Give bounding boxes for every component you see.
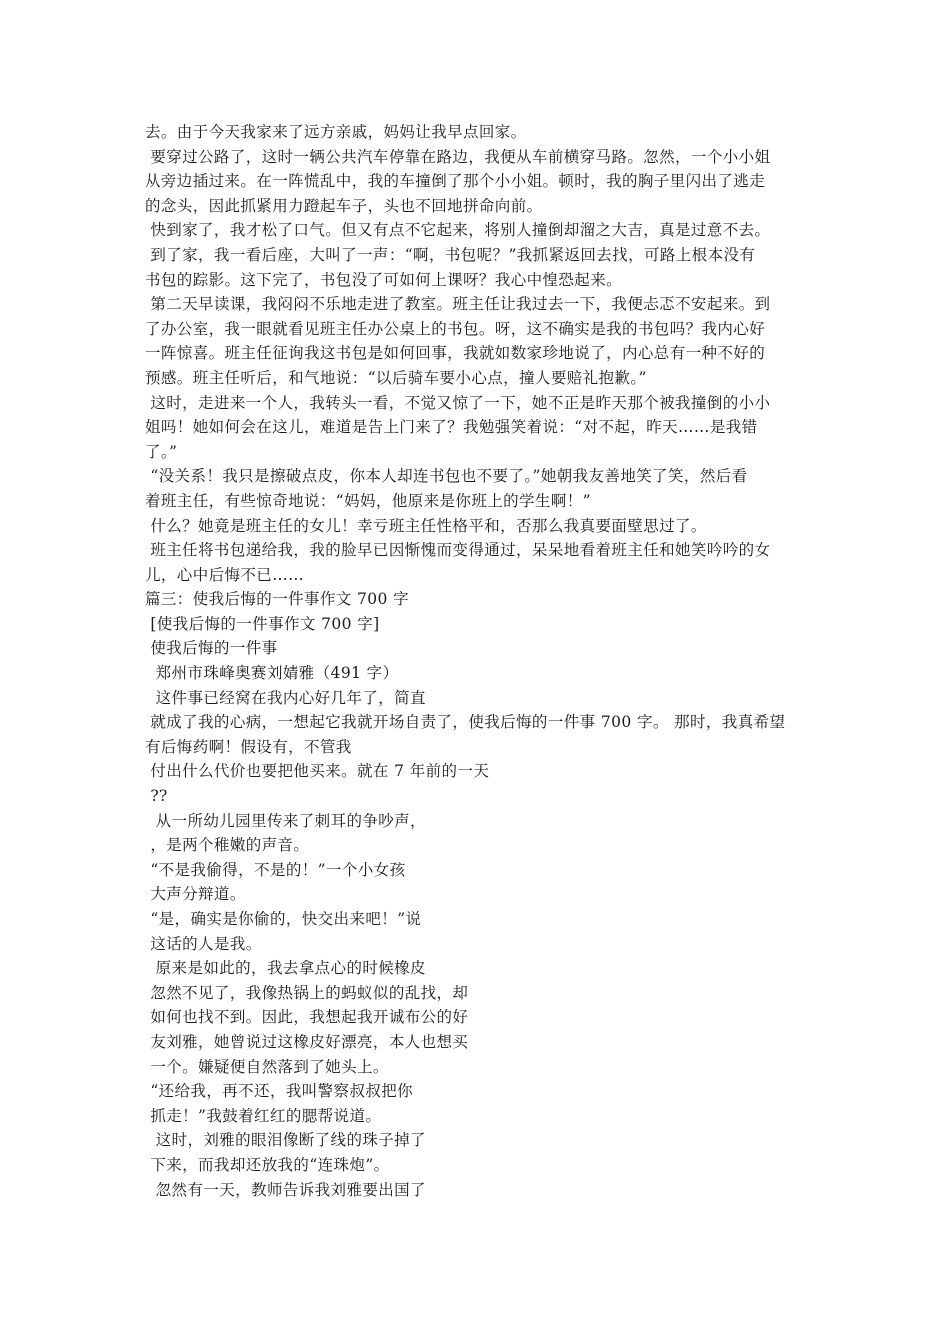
section-heading: 篇三：使我后悔的一件事作文 700 字 <box>145 590 410 609</box>
text-line: 要穿过公路了，这时一辆公共汽车停靠在路边，我便从车前横穿马路。忽然，一个小小姐 <box>145 147 771 166</box>
text-line: 儿，心中后悔不已…… <box>145 565 305 584</box>
text-line: 预感。班主任听后，和气地说：“以后骑车要小心点，撞人要赔礼抱歉。” <box>145 368 647 387</box>
text-line: 了。” <box>145 442 178 461</box>
essay-title: 使我后悔的一件事 <box>145 639 278 658</box>
text-line: 有后悔药啊！假设有，不管我 <box>145 737 352 756</box>
text-line: 姐吗！她如何会在这儿，难道是告上门来了？我勉强笑着说：“对不起，昨天……是我错 <box>145 418 758 437</box>
essay-author: 郑州市珠峰奥赛刘婧雅（491 字） <box>145 664 399 683</box>
text-line: 了办公室，我一眼就看见班主任办公桌上的书包。呀，这不确实是我的书包吗？我内心好 <box>145 319 766 338</box>
text-line: 这时，刘雅的眼泪像断了线的珠子掉了 <box>145 1131 426 1150</box>
text-line: 班主任将书包递给我，我的脸早已因惭愧而变得通过，呆呆地看着班主任和她笑吟吟的女 <box>145 541 771 560</box>
text-line: 从旁边插过来。在一阵慌乱中，我的车撞倒了那个小小姐。顿时，我的胸子里闪出了逃走 <box>145 172 766 191</box>
text-line: 的念头，因此抓紧用力蹬起车子，头也不回地拼命向前。 <box>145 196 543 215</box>
text-line: 抓走！”我鼓着红红的腮帮说道。 <box>145 1106 382 1125</box>
text-line: 这话的人是我。 <box>145 934 262 953</box>
text-line: 如何也找不到。因此，我想起我开诚布公的好 <box>145 1008 469 1027</box>
text-line: 第二天早读课，我闷闷不乐地走进了教室。班主任让我过去一下，我便忐忑不安起来。到 <box>145 295 771 314</box>
text-line: “没关系！我只是擦破点皮，你本人却连书包也不要了。”她朝我友善地笑了笑，然后看 <box>145 467 748 486</box>
text-line: 去。由于今天我家来了远方亲戚，妈妈让我早点回家。 <box>145 123 527 141</box>
text-line: 下来，而我却还放我的“连珠炮”。 <box>145 1155 390 1174</box>
text-line: 书包的踪影。这下完了，书包没了可如何上课呀？我心中惶恐起来。 <box>145 270 623 289</box>
text-line: “不是我偷得，不是的！”一个小女孩 <box>145 860 406 879</box>
text-line: 到了家，我一看后座，大叫了一声：“啊，书包呢？”我抓紧返回去找，可路上根本没有 <box>145 245 756 264</box>
text-line: 忽然不见了，我像热锅上的蚂蚁似的乱找，却 <box>145 983 469 1002</box>
text-line: 大声分辩道。 <box>145 885 246 904</box>
text-line: ?? <box>145 787 168 806</box>
text-line: ，是两个稚嫩的声音。 <box>145 836 310 855</box>
text-line: 这时，走进来一个人，我转头一看，不觉又惊了一下，她不正是昨天那个被我撞倒的小小 <box>145 393 771 412</box>
text-line: 什么？她竟是班主任的女儿！幸亏班主任性格平和，否那么我真要面壁思过了。 <box>145 516 707 535</box>
text-line: 就成了我的心病，一想起它我就开场自责了，使我后悔的一件事 700 字。 那时，我真希望 <box>145 713 786 732</box>
text-line: 快到家了，我才松了口气。但又有点不它起来，将别人撞倒却溜之大吉，真是过意不去。 <box>145 221 771 240</box>
text-line: “是，确实是你偷的，快交出来吧！”说 <box>145 910 422 928</box>
text-line: 从一所幼儿园里传来了刺耳的争吵声， <box>145 811 426 830</box>
text-line: 付出什么代价也要把他买来。就在 7 年前的一天 <box>145 762 490 781</box>
text-line: 一个。嫌疑便自然落到了她头上。 <box>145 1057 389 1076</box>
text-line: 友刘雅，她曾说过这橡皮好漂亮，本人也想买 <box>145 1032 469 1051</box>
text-line: 这件事已经窝在我内心好几年了，简直 <box>145 688 426 707</box>
text-line: “还给我，再不还，我叫警察叔叔把你 <box>145 1082 414 1101</box>
text-line: 着班主任，有些惊奇地说：“妈妈，他原来是你班上的学生啊！” <box>145 491 591 510</box>
document-body <box>145 120 810 1202</box>
text-line: 原来是如此的，我去拿点心的时候橡皮 <box>145 959 426 978</box>
text-line: 一阵惊喜。班主任征询我这书包是如何回事，我就如数家珍地说了，内心总有一种不好的 <box>145 344 766 363</box>
text-line: [使我后悔的一件事作文 700 字] <box>145 614 380 633</box>
text-line: 忽然有一天，教师告诉我刘雅要出国了 <box>145 1180 426 1199</box>
